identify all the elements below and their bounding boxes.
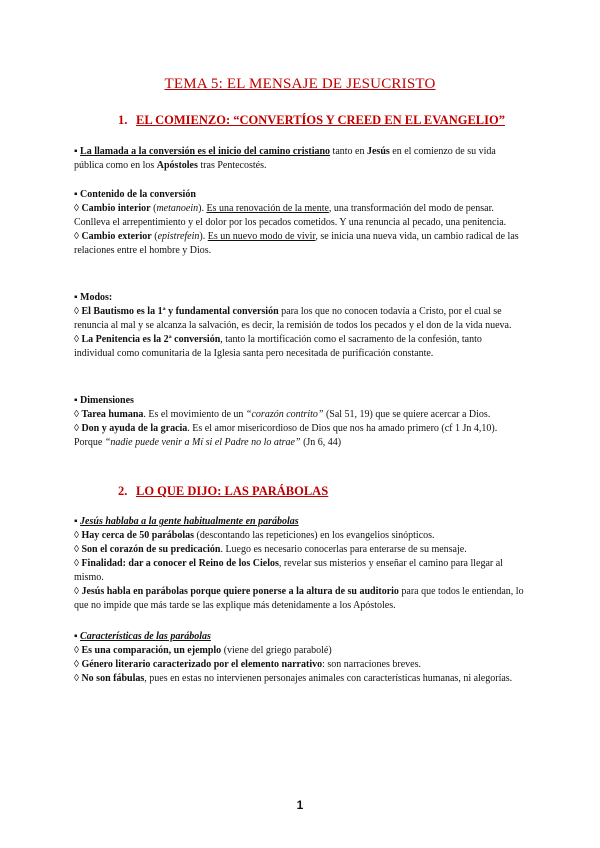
text-bold: No son fábulas — [81, 673, 145, 684]
diamond-icon: ◊ — [74, 423, 79, 434]
diamond-icon: ◊ — [74, 544, 79, 555]
bullet: ▪ — [74, 631, 78, 642]
text-bold: Hay cerca de 50 parábolas — [81, 530, 195, 541]
caracteristicas-heading — [74, 630, 524, 644]
text: , pues en estas no intervienen personajes animales con características humanas, ni alegorías. — [144, 673, 513, 684]
text-bold: La Penitencia es la 2ª conversión — [81, 334, 221, 345]
text: (Sal 51, 19) que se quiere acercar a Dios. — [323, 409, 491, 420]
text: ). — [198, 203, 207, 214]
diamond-icon: ◊ — [74, 306, 79, 317]
diamond-icon: ◊ — [74, 203, 79, 214]
text-bold: Es una comparación, un ejemplo — [81, 645, 222, 656]
list-item — [74, 408, 524, 422]
text: ( — [151, 231, 158, 242]
section-2-number: 2. — [118, 484, 128, 498]
text: tras Pentecostés. — [197, 160, 267, 171]
section-2-title: LO QUE DIJO: LAS PARÁBOLAS — [136, 484, 329, 498]
habla-heading — [74, 515, 524, 529]
intro-lead: La llamada a la conversión es el inicio del camino cristiano — [80, 146, 331, 157]
text-underline: Es un nuevo modo de vivir — [207, 231, 316, 242]
list-item — [74, 529, 524, 543]
list-item — [74, 202, 524, 230]
text: ). — [199, 231, 208, 242]
text-bold: Género literario caracterizado por el elemento narrativo — [81, 659, 323, 670]
section-1-title: EL COMIENZO: “CONVERTÍOS Y CREED EN EL EVANGELIO” — [136, 113, 505, 127]
page-title: TEMA 5: EL MENSAJE DE JESUCRISTO — [164, 76, 436, 92]
text-italic: “nadie puede venir a Mí si el Padre no lo atrae” — [104, 437, 301, 448]
list-item — [74, 557, 524, 585]
intro-paragraph — [74, 145, 524, 173]
list-item — [74, 543, 524, 557]
text-underline: Jesús hablaba a la gente habitualmente en parábolas — [80, 516, 299, 527]
modos-section — [74, 291, 524, 361]
caracteristicas-section — [74, 630, 524, 686]
text: , una transformación del modo de pensar. Conlleva el arrepentimiento y el dolor por los pecados cometidos. Y una renuncia al pecado, una penitencia. — [74, 203, 507, 228]
bullet: ▪ — [74, 516, 78, 527]
text: . Es el amor misericordioso de Dios que nos ha amado primero (cf 1 Jn 4,10). Porque — [74, 423, 498, 448]
text: . Es el movimiento de un — [143, 409, 246, 420]
text: tanto en — [330, 146, 367, 157]
text: (Jn 6, 44) — [300, 437, 342, 448]
text: para los que no conocen todavía a Cristo, por el cual se renuncia al mal y se alcanza la salvación, es decir, la remisión de todos los pecados y el don de la vida nueva. — [74, 306, 512, 331]
text-italic: metanoein — [156, 203, 199, 214]
text-bold: Son el corazón de su predicación — [81, 544, 221, 555]
list-item — [74, 230, 524, 258]
text: , tanto la mortificación como el sacramento de la confesión, tanto individual como comunitaria de la Iglesia santa pero necesitada de purificación constante. — [74, 334, 482, 359]
text-underline: Características de las parábolas — [80, 631, 211, 642]
list-item — [74, 333, 524, 361]
text: : son narraciones breves. — [322, 659, 421, 670]
dimensiones-heading: ▪ Dimensiones — [74, 395, 134, 406]
section-1-number: 1. — [118, 113, 128, 127]
bullet: ▪ — [74, 146, 78, 157]
diamond-icon: ◊ — [74, 586, 79, 597]
contenido-section — [74, 188, 524, 258]
diamond-icon: ◊ — [74, 231, 79, 242]
section-2-heading — [118, 484, 328, 499]
text-bold: Finalidad: dar a conocer el Reino de los Cielos — [81, 558, 279, 569]
text-italic: “corazón contrito” — [245, 409, 324, 420]
modos-heading: ▪ Modos: — [74, 292, 113, 303]
diamond-icon: ◊ — [74, 659, 79, 670]
diamond-icon: ◊ — [74, 558, 79, 569]
text: ( — [150, 203, 157, 214]
text-bold: Cambio interior — [81, 203, 151, 214]
list-item — [74, 644, 524, 658]
text-bold: Jesús habla en parábolas porque quiere ponerse a la altura de su auditorio — [81, 586, 399, 597]
text: . Luego es necesario conocerlas para enterarse de su mensaje. — [220, 544, 467, 555]
text-italic: epistrefein — [157, 231, 200, 242]
text: (descontando las repeticiones) en los evangelios sinópticos. — [194, 530, 435, 541]
text: en el comienzo de su vida pública como en los — [74, 146, 496, 171]
text-bold: Don y ayuda de la gracia — [81, 423, 188, 434]
page-number: 1 — [296, 798, 304, 812]
list-item — [74, 585, 524, 613]
text-bold: Cambio exterior — [81, 231, 152, 242]
diamond-icon: ◊ — [74, 530, 79, 541]
list-item — [74, 305, 524, 333]
text-bold: Tarea humana — [81, 409, 144, 420]
text: , revelar sus misterios y enseñar el camino para llegar al mismo. — [74, 558, 503, 583]
list-item — [74, 422, 524, 450]
list-item — [74, 672, 524, 686]
text: para que todos le entiendan, lo que no impide que más tarde se las explique más detenidamente a los Apóstoles. — [74, 586, 524, 611]
diamond-icon: ◊ — [74, 334, 79, 345]
habla-section — [74, 515, 524, 613]
diamond-icon: ◊ — [74, 673, 79, 684]
diamond-icon: ◊ — [74, 409, 79, 420]
list-item — [74, 658, 524, 672]
dimensiones-section — [74, 394, 524, 450]
diamond-icon: ◊ — [74, 645, 79, 656]
text: (viene del griego parabolé) — [221, 645, 332, 656]
text-bold: El Bautismo es la 1ª y fundamental conversión — [81, 306, 279, 317]
text-bold: Apóstoles — [156, 160, 198, 171]
text-underline: Es una renovación de la mente — [206, 203, 329, 214]
text-bold: Jesús — [366, 146, 390, 157]
text: , se inicia una nueva vida, un cambio radical de las relaciones entre el hombre y Dios. — [74, 231, 519, 256]
section-1-heading — [118, 113, 505, 128]
contenido-heading: ▪ Contenido de la conversión — [74, 189, 196, 200]
